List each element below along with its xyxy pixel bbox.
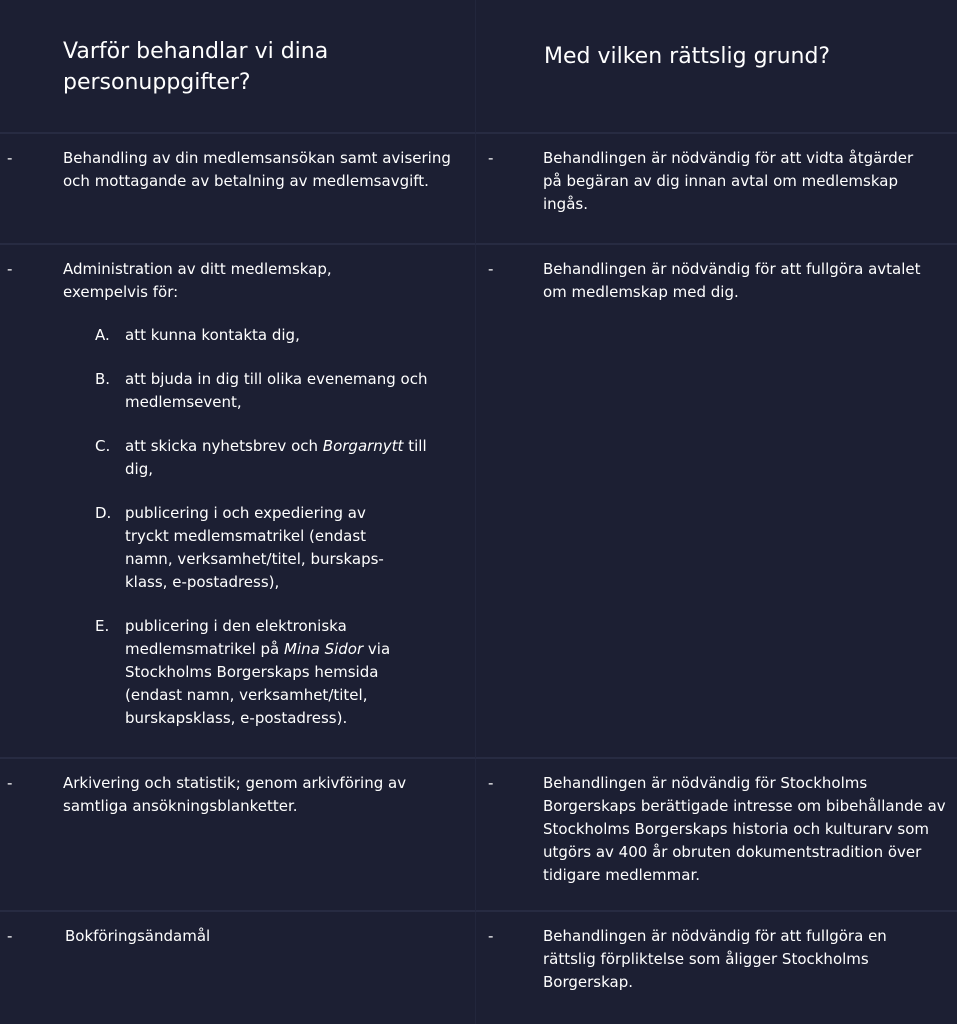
dash-marker: - (488, 149, 494, 167)
list-item (95, 502, 455, 594)
purpose-cell-4 (0, 912, 476, 1024)
dash-marker: - (7, 774, 13, 792)
basis-cell-3 (476, 759, 957, 912)
purpose-text-2: Administration av ditt medlemskap, exempelvis för: (63, 260, 332, 301)
list-item-text: publicering i och expediering av tryckt medlemsmatrikel (endast namn, verksamhet/titel, burskaps-klass, e-postadress), (125, 504, 384, 591)
list-item-text: att bjuda in dig till olika evenemang och medlemsevent, (125, 370, 428, 411)
basis-text-3: Behandlingen är nödvändig för Stockholms Borgerskaps berättigade intresse om bibehållande av Stockholms Borgerskaps historia och kulturarv som utgörs av 400 år obruten dokumentstradition över tidigare medlemmar. (543, 774, 946, 884)
list-item-text: att skicka nyhetsbrev och Borgarnytt till dig, (125, 437, 427, 478)
purpose-cell-2 (0, 245, 476, 759)
column-header-purpose: Varför behandlar vi dina personuppgifter? (63, 39, 329, 95)
list-marker: B. (95, 370, 111, 388)
basis-cell-4 (476, 912, 957, 1024)
basis-text-1: Behandlingen är nödvändig för att vidta åtgärder på begäran av dig innan avtal om medlemskap ingås. (543, 149, 914, 213)
purpose-examples-list (95, 324, 455, 751)
mina-sidor-name: Mina Sidor (284, 640, 364, 658)
list-marker: A. (95, 326, 110, 344)
purpose-cell-3 (0, 759, 476, 912)
list-marker: C. (95, 437, 111, 455)
basis-text-2: Behandlingen är nödvändig för att fullgöra avtalet om medlemskap med dig. (543, 260, 921, 301)
list-item-text: att kunna kontakta dig, (125, 326, 300, 344)
dash-marker: - (488, 260, 494, 278)
header-cell-purpose (0, 0, 476, 134)
header-cell-legal-basis (476, 0, 957, 134)
column-header-legal-basis: Med vilken rättslig grund? (544, 44, 831, 69)
newsletter-title: Borgarnytt (322, 437, 404, 455)
dash-marker: - (488, 774, 494, 792)
dash-marker: - (488, 927, 494, 945)
basis-cell-2 (476, 245, 957, 759)
list-marker: E. (95, 617, 110, 635)
dash-marker: - (7, 927, 13, 945)
purpose-cell-1 (0, 134, 476, 245)
basis-text-4: Behandlingen är nödvändig för att fullgöra en rättslig förpliktelse som åligger Stockholms Borgerskap. (543, 927, 887, 991)
purpose-text-4: Bokföringsändamål (65, 927, 211, 945)
dash-marker: - (7, 149, 13, 167)
purpose-text-1: Behandling av din medlemsansökan samt avisering och mottagande av betalning av medlemsavgift. (63, 149, 451, 190)
list-marker: D. (95, 504, 112, 522)
dash-marker: - (7, 260, 13, 278)
list-item (95, 615, 455, 730)
list-item (95, 324, 455, 347)
list-item (95, 435, 455, 481)
basis-cell-1 (476, 134, 957, 245)
list-item-text: publicering i den elektroniska medlemsmatrikel på Mina Sidor via Stockholms Borgerskaps hemsida (endast namn, verksamhet/titel, burskapsklass, e-postadress). (125, 617, 391, 727)
list-item (95, 368, 455, 414)
purpose-text-3: Arkivering och statistik; genom arkivföring av samtliga ansökningsblanketter. (63, 774, 407, 815)
